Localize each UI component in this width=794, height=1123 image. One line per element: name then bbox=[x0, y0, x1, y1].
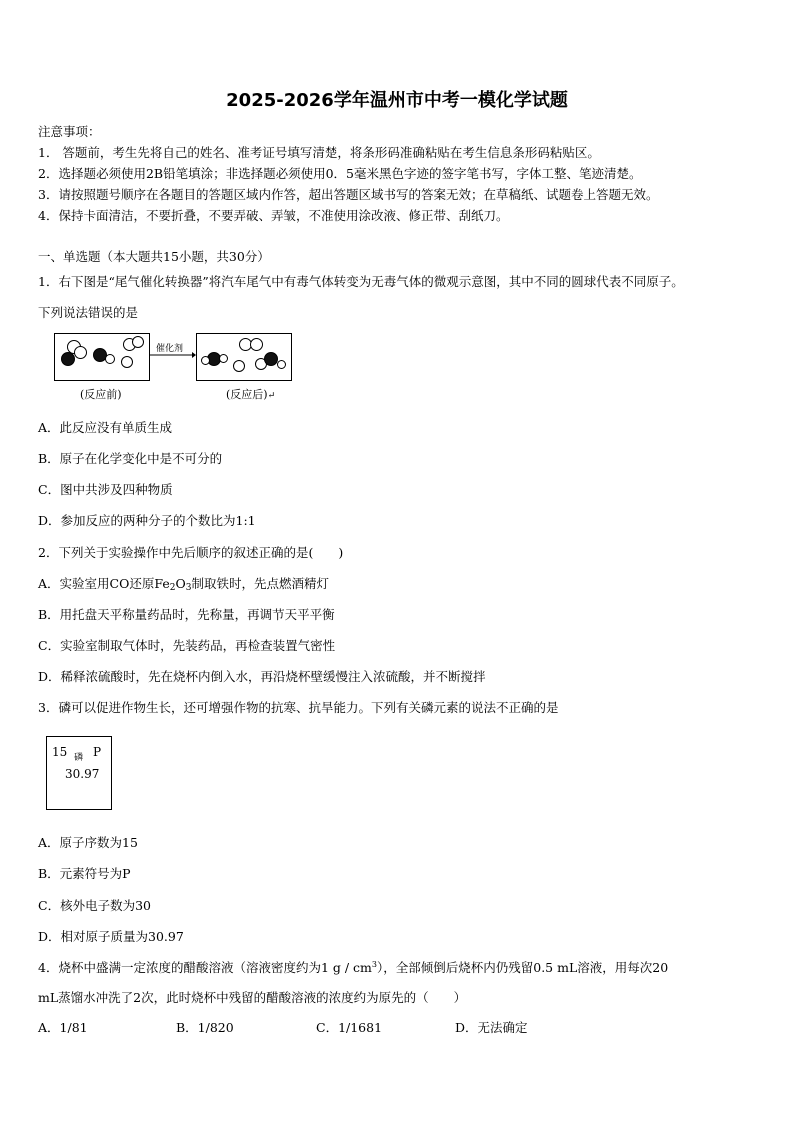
page-title: 2025-2026学年温州市中考一模化学试题 bbox=[226, 90, 568, 111]
white-atom bbox=[74, 346, 87, 359]
question-3-stem: 3．磷可以促进作物生长，还可增强作物的抗寒、抗旱能力。下列有关磷元素的说法不正确的是 bbox=[38, 700, 559, 715]
question-1-stem: 1．右下图是“尾气催化转换器”将汽车尾气中有毒气体转变为无毒气体的微观示意图，其中不同的圆球代表不同原子。 bbox=[38, 274, 684, 289]
before-box bbox=[54, 333, 150, 381]
element-symbol: P bbox=[93, 745, 102, 759]
after-caption: (反应后)↵ bbox=[226, 388, 276, 401]
white-atom bbox=[201, 356, 210, 365]
question-1-option-a: A．此反应没有单质生成 bbox=[38, 420, 173, 435]
question-3-option-d: D．相对原子质量为30.97 bbox=[38, 929, 184, 944]
white-atom bbox=[121, 356, 133, 368]
question-1-option-c: C．图中共涉及四种物质 bbox=[38, 482, 173, 497]
question-3-option-c: C．核外电子数为30 bbox=[38, 898, 151, 913]
white-atom bbox=[219, 354, 228, 363]
section-heading: 一、单选题（本大题共15小题，共30分） bbox=[38, 249, 270, 264]
question-2-option-c: C．实验室制取气体时，先装药品，再检查装置气密性 bbox=[38, 638, 336, 653]
question-2-stem: 2．下列关于实验操作中先后顺序的叙述正确的是( ) bbox=[38, 545, 344, 560]
question-4-option-d: D．无法确定 bbox=[455, 1020, 528, 1035]
question-2-option-b: B．用托盘天平称量药品时，先称量，再调节天平平衡 bbox=[38, 607, 335, 622]
white-atom bbox=[233, 360, 245, 372]
black-atom bbox=[264, 352, 278, 366]
white-atom bbox=[250, 338, 263, 351]
black-atom bbox=[61, 352, 75, 366]
question-4-option-a: A．1/81 bbox=[38, 1020, 88, 1035]
notice-item: 3．请按照题号顺序在各题目的答题区域内作答，超出答题区域书写的答案无效；在草稿纸、试题卷上答题无效。 bbox=[38, 187, 659, 202]
notice-item: 2．选择题必须使用2B铅笔填涂；非选择题必须使用0．5毫米黑色字迹的签字笔书写，字体工整、笔迹清楚。 bbox=[38, 166, 642, 181]
element-name: 磷 bbox=[74, 753, 84, 763]
question-4-stem: 4．烧杯中盛满一定浓度的醋酸溶液（溶液密度约为1 g / $cm^3$），全部倾倒后烧杯内仍残留0.5 mL溶液，用每次20 bbox=[38, 960, 669, 975]
question-3-option-b: B．元素符号为P bbox=[38, 866, 131, 881]
notice-heading: 注意事项： bbox=[38, 124, 101, 139]
question-2-option-a: A．实验室用CO还原$Fe_2O_3$制取铁时，先点燃酒精灯 bbox=[38, 576, 329, 593]
question-1-option-b: B．原子在化学变化中是不可分的 bbox=[38, 451, 223, 466]
notice-item: 4．保持卡面清洁，不要折叠，不要弄破、弄皱，不准使用涂改液、修正带、刮纸刀。 bbox=[38, 208, 509, 223]
catalyst-label: 催化剂 bbox=[156, 344, 184, 354]
before-caption: (反应前) bbox=[80, 388, 122, 401]
white-atom bbox=[132, 336, 144, 348]
white-atom bbox=[277, 360, 286, 369]
question-4-stem-2: mL蒸馏水冲洗了2次，此时烧杯中残留的醋酸溶液的浓度约为原先的（ ） bbox=[38, 990, 467, 1005]
notice-item: 1． 答题前，考生先将自己的姓名、准考证号填写清楚，将条形码准确粘贴在考生信息条形码粘贴区。 bbox=[38, 145, 600, 160]
white-atom bbox=[105, 354, 115, 364]
question-2-option-d: D．稀释浓硫酸时，先在烧杯内倒入水，再沿烧杯壁缓慢注入浓硫酸，并不断搅拌 bbox=[38, 669, 486, 684]
atomic-mass: 30.97 bbox=[65, 767, 100, 781]
periodic-table-cell bbox=[46, 736, 112, 810]
after-box bbox=[196, 333, 292, 381]
question-4-option-b: B．1/820 bbox=[176, 1020, 234, 1035]
question-3-option-a: A．原子序数为15 bbox=[38, 835, 138, 850]
question-4-option-c: C．1/1681 bbox=[316, 1020, 383, 1035]
question-1-option-d: D．参加反应的两种分子的个数比为1:1 bbox=[38, 513, 256, 528]
question-1-stem-2: 下列说法错误的是 bbox=[38, 305, 139, 320]
atomic-number: 15 bbox=[52, 745, 68, 759]
